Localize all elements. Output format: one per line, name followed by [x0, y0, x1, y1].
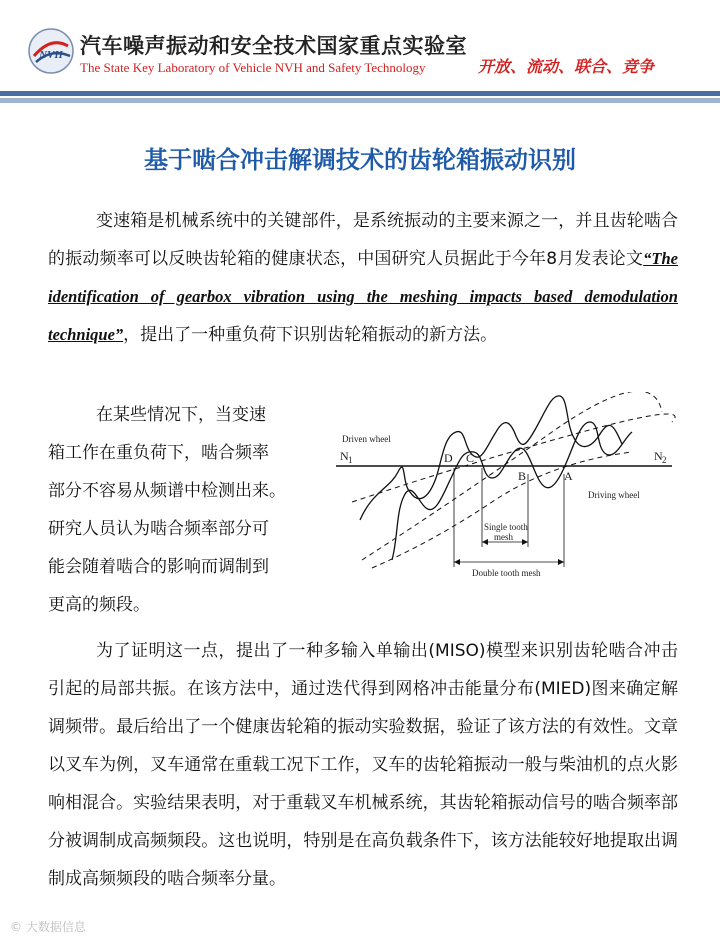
gear-mesh-diagram	[332, 392, 678, 582]
point-b-label: B	[518, 469, 527, 483]
paper-title-reference: “The identification of gearbox vibration using the meshing impacts based demodulation technique”	[48, 249, 678, 344]
single-mesh-label-2: mesh	[494, 532, 513, 542]
arrow-head	[454, 559, 460, 565]
n2-subscript: 2	[662, 455, 667, 465]
paragraph-method	[48, 632, 678, 898]
driven-wheel-label: Driven wheel	[342, 434, 391, 444]
text-line: 能会随着啮合的影响而调制到	[48, 557, 269, 577]
watermark-text: 大数据信息	[25, 920, 86, 934]
paragraph-heavy-load	[48, 396, 318, 624]
intro-text-end: ，提出了一种重负荷下识别齿轮箱振动的新方法。	[123, 325, 498, 345]
arrow-head	[522, 539, 528, 545]
intro-text: 变速箱是机械系统中的关键部件，是系统振动的主要来源之一，并且齿轮啮合的振动频率可以反映齿轮箱的健康状态，中国研究人员据此于今年8月发表论文	[48, 211, 678, 269]
page-header	[0, 0, 720, 104]
n1-label: N	[340, 449, 349, 463]
text-line: 箱工作在重负荷下，啮合频率	[48, 443, 269, 463]
svg-text:NVH: NVH	[39, 49, 63, 61]
n1-subscript: 1	[348, 455, 353, 465]
text-line: 更高的频段。	[48, 595, 150, 615]
lab-name-cn: 汽车噪声振动和安全技术国家重点实验室	[80, 34, 467, 58]
method-text: 为了证明这一点，提出了一种多输入单输出(MISO)模型来识别齿轮啮合冲击引起的局部共振。在该方法中，通过迭代得到网格冲击能量分布(MIED)图来确定解调频带。最后给出了一个健康齿轮箱的振动实验数据，验证了该方法的有效性。文章以叉车为例，叉车通常在重载工况下工作，叉车的齿轮箱振动一般与柴油机的点火影响相混合。实验结果表明，对于重载叉车机械系统，其齿轮箱振动信号的啮合频率部分被调制成高频频段。这也说明，特别是在高负载条件下，该方法能较好地提取出调制成高频频段的啮合频率分量。	[48, 641, 678, 889]
lab-logo-icon	[26, 26, 76, 76]
arrow-head	[558, 559, 564, 565]
header-divider-light	[0, 98, 720, 103]
lab-name-en: The State Key Laboratory of Vehicle NVH and Safety Technology	[80, 60, 426, 75]
arrow-head	[482, 539, 488, 545]
point-c-label: C	[466, 451, 475, 465]
text-line: 在某些情况下，当变速	[96, 405, 266, 425]
double-mesh-label: Double tooth mesh	[472, 568, 541, 578]
header-divider-dark	[0, 91, 720, 96]
article-title: 基于啮合冲击解调技术的齿轮箱振动识别	[144, 146, 576, 174]
point-d-label: D	[444, 451, 453, 465]
lab-slogan: 开放、流动、联合、竞争	[478, 57, 655, 76]
text-line: 研究人员认为啮合频率部分可	[48, 519, 269, 539]
text-line: 部分不容易从频谱中检测出来。	[48, 481, 286, 501]
watermark: © 大数据信息	[10, 920, 86, 934]
n2-label: N	[654, 449, 663, 463]
paragraph-intro	[48, 202, 678, 354]
point-a-label: A	[564, 469, 573, 483]
single-mesh-label: Single tooth	[484, 522, 528, 532]
driving-wheel-label: Driving wheel	[588, 490, 640, 500]
